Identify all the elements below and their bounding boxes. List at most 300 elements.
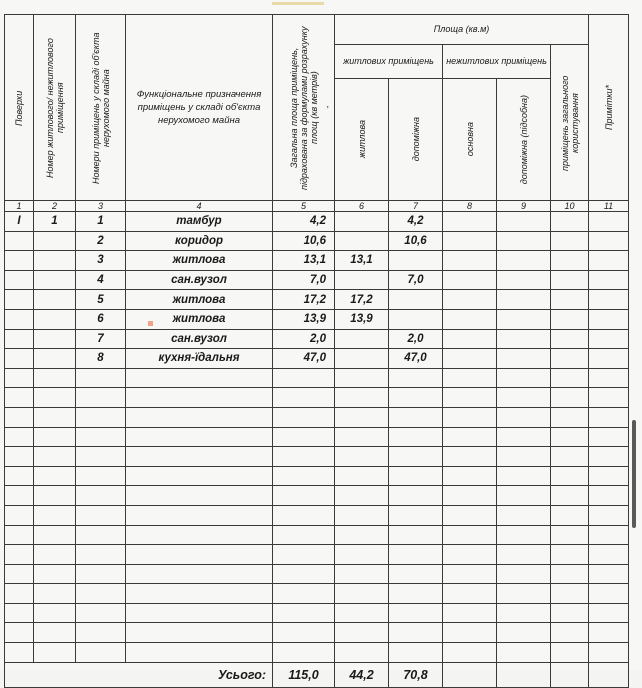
empty-cell [389,623,443,643]
room-unit [34,290,76,310]
room-total-area: 7,0 [273,270,335,290]
empty-cell [589,251,629,271]
empty-cell [335,486,389,506]
empty-row [5,407,629,427]
empty-cell [126,427,273,447]
empty-cell [551,447,589,467]
stray-mark [148,321,153,326]
empty-cell [34,584,76,604]
empty-row [5,584,629,604]
table-row [5,251,629,271]
empty-cell [443,584,497,604]
room-function: сан.вузол [126,329,273,349]
empty-cell [76,643,126,663]
empty-cell [551,427,589,447]
totals-auxiliary: 70,8 [389,662,443,687]
empty-cell [443,251,497,271]
header-common-use: приміщень загального користування [551,45,589,201]
empty-cell [551,329,589,349]
room-number: 4 [76,270,126,290]
column-number: 2 [34,201,76,212]
header-area-group: Площа (кв.м) [335,15,589,45]
empty-cell [5,466,34,486]
empty-cell [589,407,629,427]
empty-cell [589,466,629,486]
empty-cell [126,564,273,584]
header-unit-number: Номер житлового/ нежитлового приміщення [34,15,76,201]
empty-cell [335,447,389,467]
empty-cell [497,584,551,604]
empty-cell [443,603,497,623]
room-function: кухня-їдальня [126,349,273,369]
empty-cell [389,643,443,663]
header-floors: Поверхи [5,15,34,201]
room-unit [34,309,76,329]
empty-cell [273,388,335,408]
empty-cell [389,525,443,545]
empty-row [5,447,629,467]
empty-cell [5,505,34,525]
empty-cell [443,212,497,232]
empty-cell [443,525,497,545]
empty-cell [76,486,126,506]
empty-row [5,603,629,623]
totals-empty-cell [443,662,497,687]
empty-cell [5,525,34,545]
empty-cell [389,427,443,447]
empty-cell [76,388,126,408]
top-color-mark [272,2,324,5]
empty-cell [76,584,126,604]
empty-row [5,564,629,584]
empty-cell [273,584,335,604]
empty-cell [551,309,589,329]
empty-row [5,623,629,643]
empty-cell [497,388,551,408]
room-unit [34,329,76,349]
room-function: житлова [126,251,273,271]
empty-cell [589,623,629,643]
empty-cell [497,466,551,486]
room-living-area: 17,2 [335,290,389,310]
room-function: житлова [126,290,273,310]
room-number: 3 [76,251,126,271]
empty-row [5,643,629,663]
empty-cell [273,525,335,545]
room-unit: 1 [34,212,76,232]
empty-cell [497,368,551,388]
empty-cell [273,505,335,525]
empty-cell [389,388,443,408]
empty-cell [389,486,443,506]
table-row [5,212,629,232]
empty-cell [273,407,335,427]
empty-cell [551,231,589,251]
empty-cell [443,545,497,565]
header-main: основна [443,79,497,201]
room-total-area: 4,2 [273,212,335,232]
empty-cell [335,584,389,604]
empty-cell [76,564,126,584]
empty-cell [497,407,551,427]
empty-cell [589,643,629,663]
empty-cell [335,525,389,545]
header-total-area: Загальна площа приміщень, підрахована за формулами розрахунку площ (кв метрів) , [273,15,335,201]
empty-cell [443,388,497,408]
empty-cell [497,349,551,369]
empty-cell [76,466,126,486]
empty-cell [76,525,126,545]
empty-cell [5,368,34,388]
totals-blank [5,662,126,687]
empty-cell [551,564,589,584]
empty-cell [551,212,589,232]
empty-cell [589,564,629,584]
empty-cell [551,251,589,271]
empty-cell [34,388,76,408]
empty-cell [551,603,589,623]
room-unit [34,349,76,369]
column-number: 9 [497,201,551,212]
empty-cell [497,427,551,447]
empty-cell [589,212,629,232]
empty-cell [589,349,629,369]
empty-cell [5,447,34,467]
empty-cell [497,525,551,545]
column-number: 11 [589,201,629,212]
empty-cell [443,349,497,369]
column-number: 7 [389,201,443,212]
empty-cell [443,447,497,467]
table-row [5,329,629,349]
empty-cell [551,643,589,663]
empty-cell [589,329,629,349]
empty-cell [443,564,497,584]
room-floor [5,290,34,310]
empty-cell [5,603,34,623]
header-aux-storage: допоміжна (підсобна) [497,79,551,201]
room-living-area [335,231,389,251]
empty-cell [273,623,335,643]
empty-cell [34,643,76,663]
empty-cell [551,525,589,545]
empty-cell [589,545,629,565]
empty-cell [273,603,335,623]
room-living-area: 13,1 [335,251,389,271]
empty-cell [76,447,126,467]
totals-empty-cell [551,662,589,687]
empty-cell [589,270,629,290]
empty-cell [5,486,34,506]
empty-cell [273,427,335,447]
empty-cell [443,427,497,447]
empty-cell [76,368,126,388]
empty-cell [443,329,497,349]
empty-cell [497,486,551,506]
empty-row [5,525,629,545]
empty-cell [497,545,551,565]
room-number: 6 [76,309,126,329]
header-nonresidential-group: нежитлових приміщень [443,45,551,79]
empty-cell [335,388,389,408]
empty-cell [497,447,551,467]
totals-label: Усього: [126,662,273,687]
empty-cell [551,486,589,506]
empty-cell [126,447,273,467]
empty-row [5,427,629,447]
empty-cell [273,564,335,584]
empty-cell [443,623,497,643]
table-row [5,290,629,310]
empty-cell [497,251,551,271]
header-living: житлова [335,79,389,201]
empty-cell [5,407,34,427]
room-function: тамбур [126,212,273,232]
empty-cell [589,309,629,329]
room-number: 7 [76,329,126,349]
empty-cell [34,368,76,388]
header-auxiliary: допоміжна [389,79,443,201]
empty-cell [273,643,335,663]
room-number: 8 [76,349,126,369]
empty-cell [497,212,551,232]
empty-cell [76,603,126,623]
column-number: 10 [551,201,589,212]
empty-cell [551,290,589,310]
empty-cell [589,525,629,545]
empty-cell [335,643,389,663]
room-auxiliary-area: 2,0 [389,329,443,349]
empty-row [5,486,629,506]
empty-cell [5,427,34,447]
empty-cell [126,545,273,565]
empty-cell [126,623,273,643]
empty-cell [389,603,443,623]
header-residential-group: житлових приміщень [335,45,443,79]
room-total-area: 13,9 [273,309,335,329]
empty-cell [589,388,629,408]
empty-cell [126,643,273,663]
room-total-area: 2,0 [273,329,335,349]
empty-cell [34,486,76,506]
empty-cell [389,584,443,604]
empty-cell [589,290,629,310]
empty-cell [589,584,629,604]
empty-cell [126,486,273,506]
room-total-area: 17,2 [273,290,335,310]
empty-cell [497,231,551,251]
empty-cell [551,407,589,427]
room-area-table [4,14,629,688]
room-function: житлова [126,309,273,329]
room-number: 5 [76,290,126,310]
empty-cell [497,270,551,290]
room-unit [34,231,76,251]
empty-cell [5,545,34,565]
empty-cell [126,388,273,408]
empty-cell [34,407,76,427]
column-number: 6 [335,201,389,212]
empty-row [5,466,629,486]
room-floor [5,309,34,329]
room-floor [5,231,34,251]
empty-cell [443,505,497,525]
room-function: сан.вузол [126,270,273,290]
empty-cell [589,427,629,447]
room-rows [5,212,629,663]
empty-cell [443,643,497,663]
room-auxiliary-area: 47,0 [389,349,443,369]
room-floor [5,270,34,290]
column-number: 4 [126,201,273,212]
table-row [5,231,629,251]
empty-cell [551,466,589,486]
empty-cell [126,407,273,427]
empty-cell [335,505,389,525]
empty-cell [273,466,335,486]
empty-cell [389,564,443,584]
room-floor [5,251,34,271]
column-number: 8 [443,201,497,212]
empty-cell [126,466,273,486]
room-auxiliary-area [389,251,443,271]
empty-cell [273,368,335,388]
empty-cell [497,505,551,525]
empty-cell [589,486,629,506]
empty-cell [443,368,497,388]
empty-cell [497,329,551,349]
header-notes: Примітки* [589,15,629,201]
empty-cell [551,368,589,388]
empty-cell [443,466,497,486]
empty-row [5,505,629,525]
room-living-area [335,270,389,290]
header-total-mark: , [326,99,329,109]
table-row [5,349,629,369]
room-living-area [335,349,389,369]
empty-cell [335,407,389,427]
column-number: 1 [5,201,34,212]
room-floor: I [5,212,34,232]
empty-cell [5,564,34,584]
room-unit [34,270,76,290]
empty-cell [76,427,126,447]
empty-cell [34,505,76,525]
empty-cell [126,584,273,604]
room-living-area [335,212,389,232]
empty-cell [126,505,273,525]
empty-cell [589,447,629,467]
room-auxiliary-area: 4,2 [389,212,443,232]
empty-cell [126,603,273,623]
empty-cell [34,564,76,584]
empty-cell [443,407,497,427]
empty-cell [497,309,551,329]
empty-cell [5,623,34,643]
room-auxiliary-area [389,309,443,329]
empty-cell [335,368,389,388]
empty-cell [335,623,389,643]
empty-cell [273,447,335,467]
vertical-scrollbar[interactable] [632,420,636,528]
empty-cell [76,407,126,427]
empty-cell [34,623,76,643]
empty-cell [497,623,551,643]
empty-cell [497,643,551,663]
empty-cell [273,545,335,565]
empty-cell [443,290,497,310]
room-number: 2 [76,231,126,251]
empty-cell [389,368,443,388]
empty-cell [589,603,629,623]
empty-cell [389,407,443,427]
empty-row [5,545,629,565]
empty-cell [34,447,76,467]
room-floor [5,349,34,369]
totals-total: 115,0 [273,662,335,687]
empty-cell [589,505,629,525]
empty-cell [335,564,389,584]
room-total-area: 13,1 [273,251,335,271]
empty-cell [335,545,389,565]
empty-cell [389,545,443,565]
column-number: 5 [273,201,335,212]
empty-cell [273,486,335,506]
room-living-area [335,329,389,349]
room-total-area: 10,6 [273,231,335,251]
totals-empty-cell [497,662,551,687]
empty-cell [335,603,389,623]
empty-cell [443,309,497,329]
empty-cell [76,505,126,525]
empty-cell [34,525,76,545]
empty-cell [335,427,389,447]
table-row [5,309,629,329]
empty-cell [551,505,589,525]
empty-cell [551,270,589,290]
empty-cell [443,231,497,251]
empty-row [5,368,629,388]
empty-cell [443,270,497,290]
room-total-area: 47,0 [273,349,335,369]
header-room-numbers: Номери приміщень у складі об'єкта нерухомого майна [76,15,126,201]
room-floor [5,329,34,349]
totals-empty-cell [589,662,629,687]
empty-cell [76,545,126,565]
empty-cell [389,447,443,467]
empty-cell [551,623,589,643]
empty-cell [497,603,551,623]
room-unit [34,251,76,271]
empty-cell [5,643,34,663]
empty-cell [5,388,34,408]
room-auxiliary-area: 10,6 [389,231,443,251]
empty-cell [551,545,589,565]
column-number: 3 [76,201,126,212]
totals-row [5,662,629,687]
room-function: коридор [126,231,273,251]
room-auxiliary-area [389,290,443,310]
header-function: Функціональне призначення приміщень у складі об'єкта нерухомого майна [126,15,273,201]
room-number: 1 [76,212,126,232]
empty-cell [5,584,34,604]
empty-cell [589,231,629,251]
empty-cell [389,505,443,525]
empty-cell [443,486,497,506]
table-row [5,270,629,290]
empty-cell [34,545,76,565]
empty-cell [34,603,76,623]
